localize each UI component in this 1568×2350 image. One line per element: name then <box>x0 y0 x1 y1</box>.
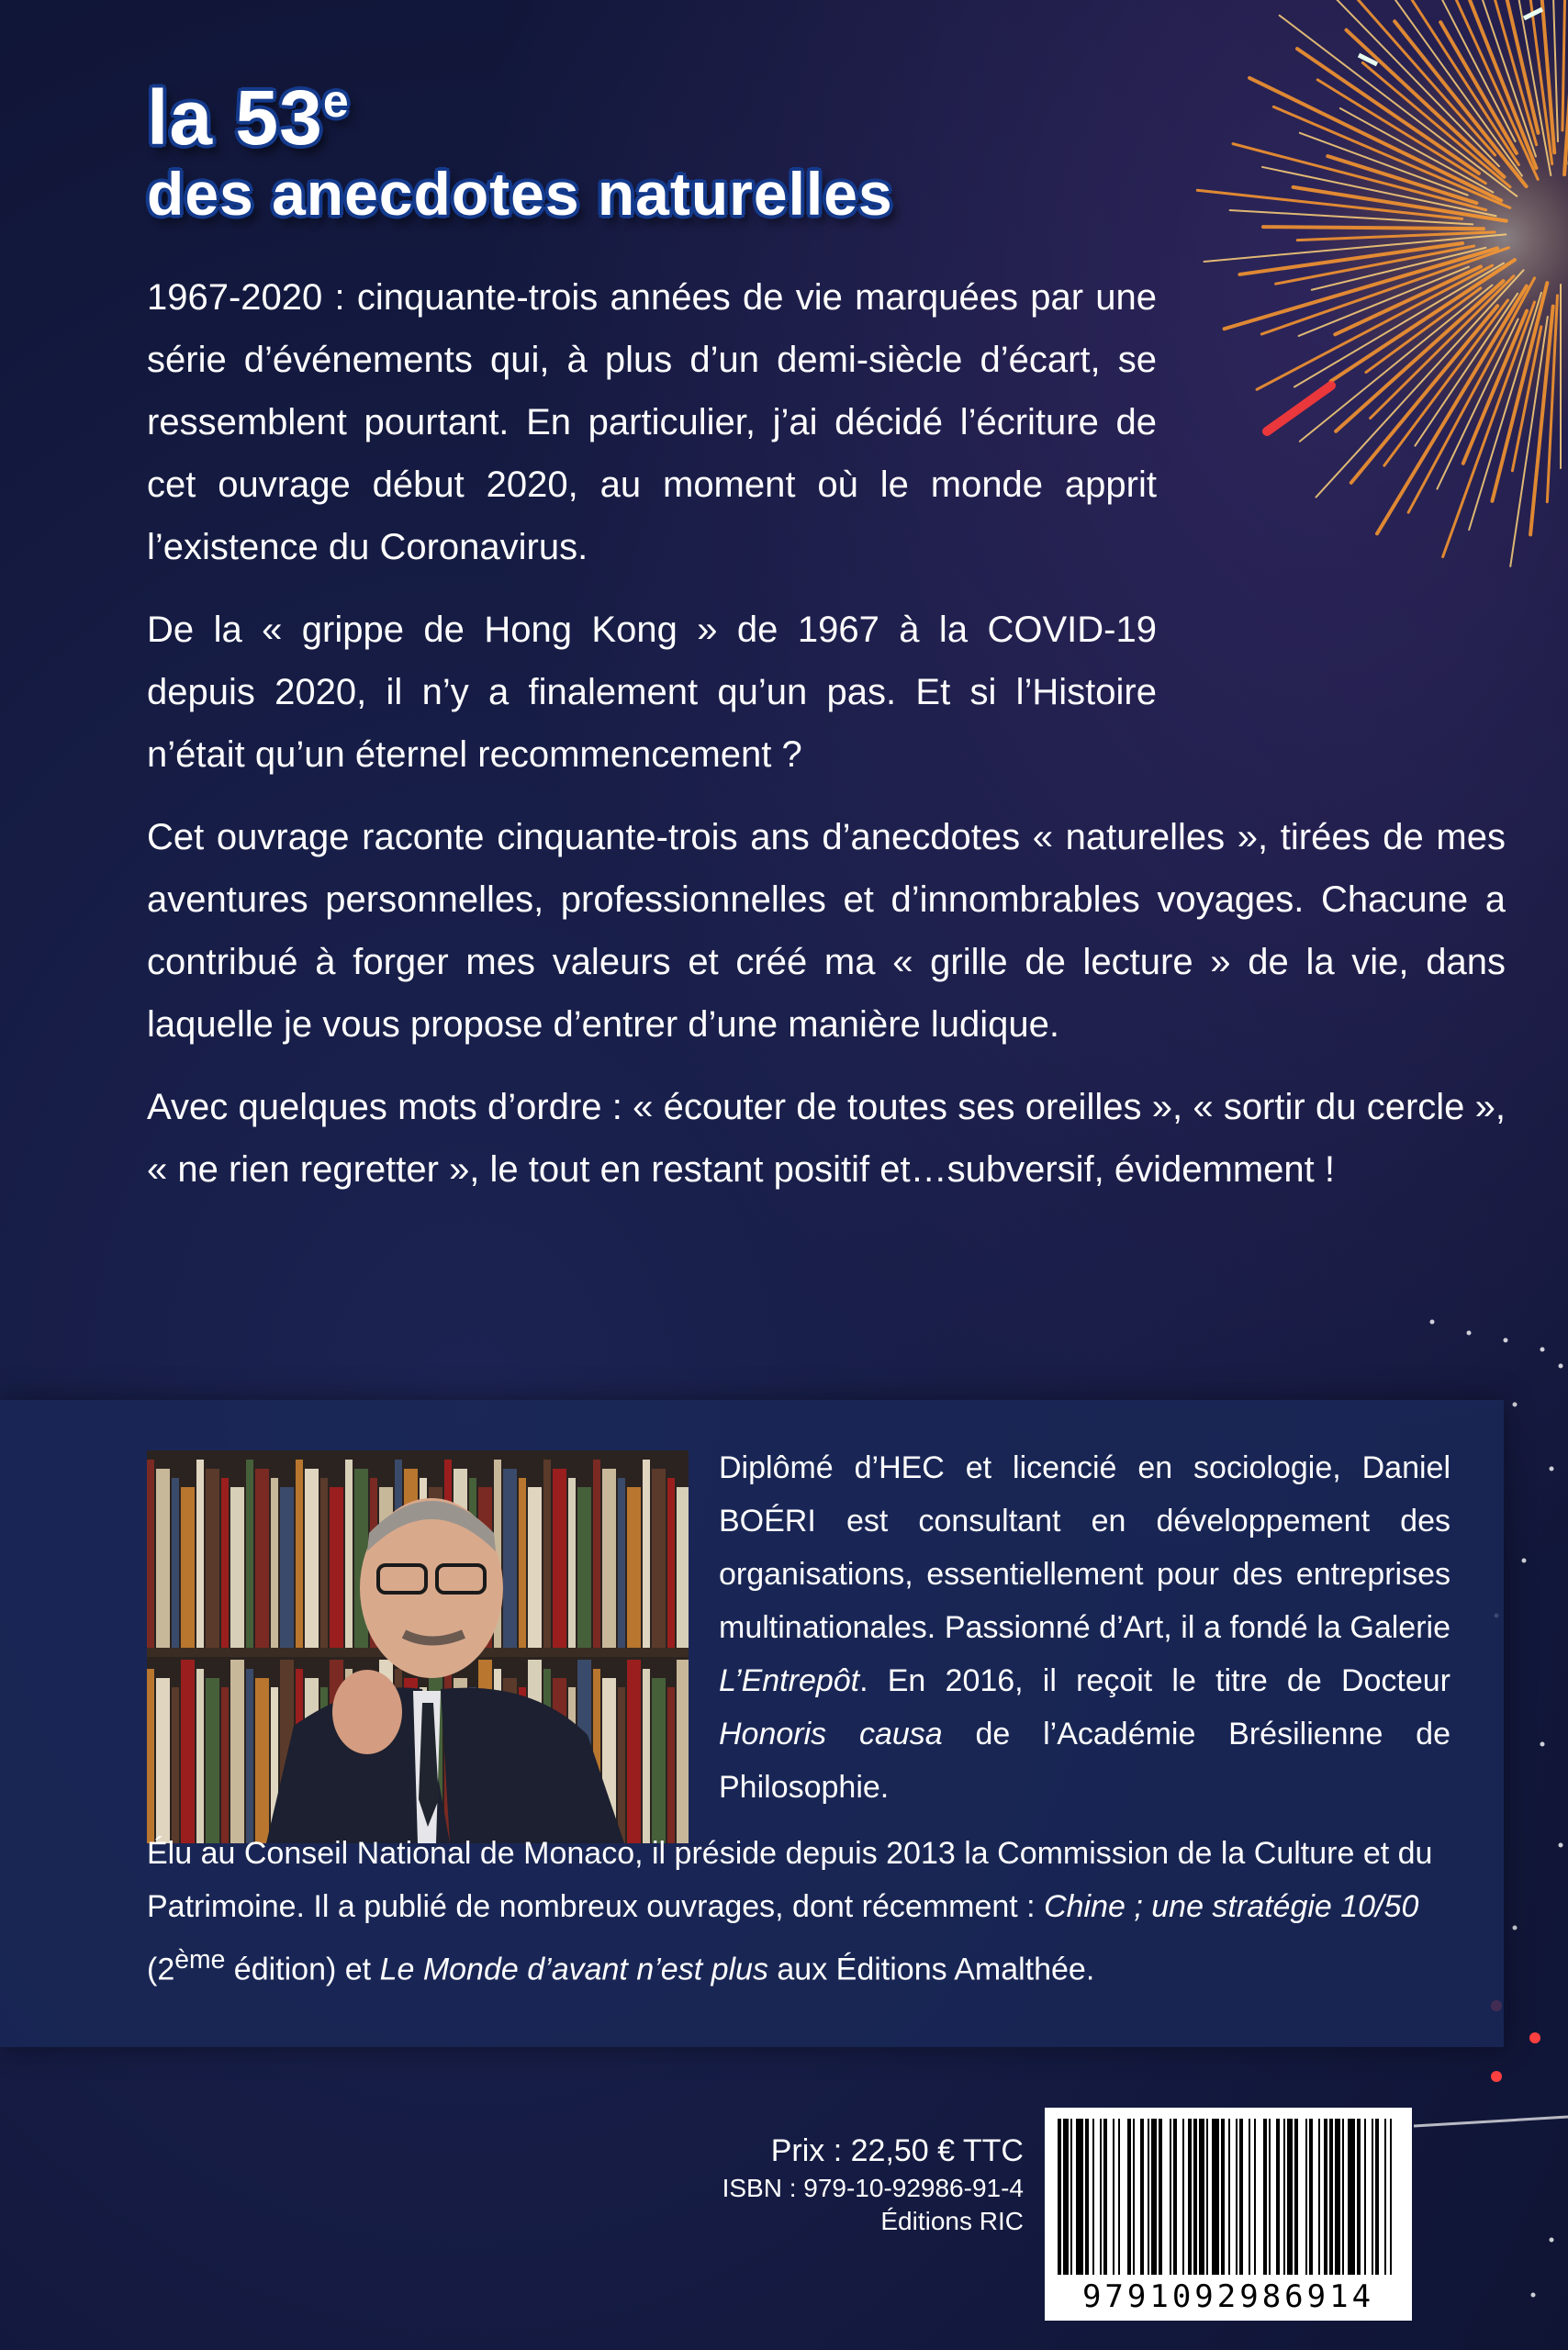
book-title <box>147 74 1249 228</box>
author-bio-text: Diplômé d’HEC et licencié en sociologie, Daniel BOÉRI est consultant en développement des organisations, essentiellement pour des entreprises multinationales. Passionné d’Art, il a fondé la Galerie <box>719 1450 1450 1645</box>
book-title-reference: Le Monde d’avant n’est plus <box>379 1952 768 1987</box>
author-bio-text: de l’Académie Brésilienne de Philosophie. <box>719 1717 1450 1805</box>
author-bio-text: aux Éditions Amalthée. <box>767 1952 1095 1987</box>
title-number: la 53 <box>147 74 323 161</box>
author-bio-text: Élu au Conseil National de Monaco, il préside depuis 2013 la Commission de la Culture et du Patrimoine. Il a publié de nombreux ouvrages, dont récemment : <box>147 1836 1433 1924</box>
summary-paragraph-1: 1967-2020 : cinquante-trois années de vie marquées par une série d’événements qui, à plus d’un demi-siècle d’écart, se ressemblent pourtant. En particulier, j’ai décidé l’écriture de cet ouvrage début 2020, au moment où le monde apprit l’existence du Coronavirus. <box>147 277 1157 567</box>
title-ordinal: e <box>322 75 350 127</box>
title-line-1 <box>147 74 1249 161</box>
author-bio-continued <box>147 1827 1450 1996</box>
barcode-digits: 9791092986914 <box>1081 2278 1375 2315</box>
price-block <box>661 2130 1024 2238</box>
author-panel <box>0 1400 1504 2047</box>
price: Prix : 22,50 € TTC <box>770 2133 1024 2168</box>
summary-paragraph-4: Avec quelques mots d’ordre : « écouter de toutes ses oreilles », « sortir du cercle », « ne rien regretter », le tout en restant positif et…subversif, évidemment ! <box>147 1087 1506 1190</box>
isbn: ISBN : 979-10-92986-91-4 <box>722 2174 1024 2202</box>
summary-paragraph-3: Cet ouvrage raconte cinquante-trois ans d’anecdotes « naturelles », tirées de mes aventures personnelles, professionnelles et d’innombrables voyages. Chacune a contribué à forger mes valeurs et créé ma « grille de lecture » de la vie, dans laquelle je vous propose d’entrer d’une manière ludique. <box>147 817 1506 1045</box>
author-bio <box>719 1441 1450 1814</box>
title-line-2: des anecdotes naturelles <box>147 160 893 228</box>
edition-ordinal: ème <box>174 1945 226 1975</box>
publisher: Éditions RIC <box>880 2207 1024 2235</box>
author-bio-text: . En 2016, il reçoit le titre de Docteur <box>859 1663 1450 1698</box>
summary-paragraph-2: De la « grippe de Hong Kong » de 1967 à la COVID-19 depuis 2020, il n’y a finalement qu’un pas. Et si l’Histoire n’était qu’un éternel recommencement ? <box>147 610 1157 775</box>
gallery-name: L’Entrepôt <box>719 1663 860 1698</box>
book-title-reference: Chine ; une stratégie 10/50 <box>1044 1889 1419 1924</box>
barcode <box>1045 2108 1412 2321</box>
author-bio-text: édition) et <box>225 1952 380 1987</box>
author-bio-text: (2 <box>147 1952 175 1987</box>
author-photo <box>147 1450 689 1843</box>
honorary-title: Honoris causa <box>719 1717 943 1751</box>
back-cover-summary <box>147 266 1506 1221</box>
